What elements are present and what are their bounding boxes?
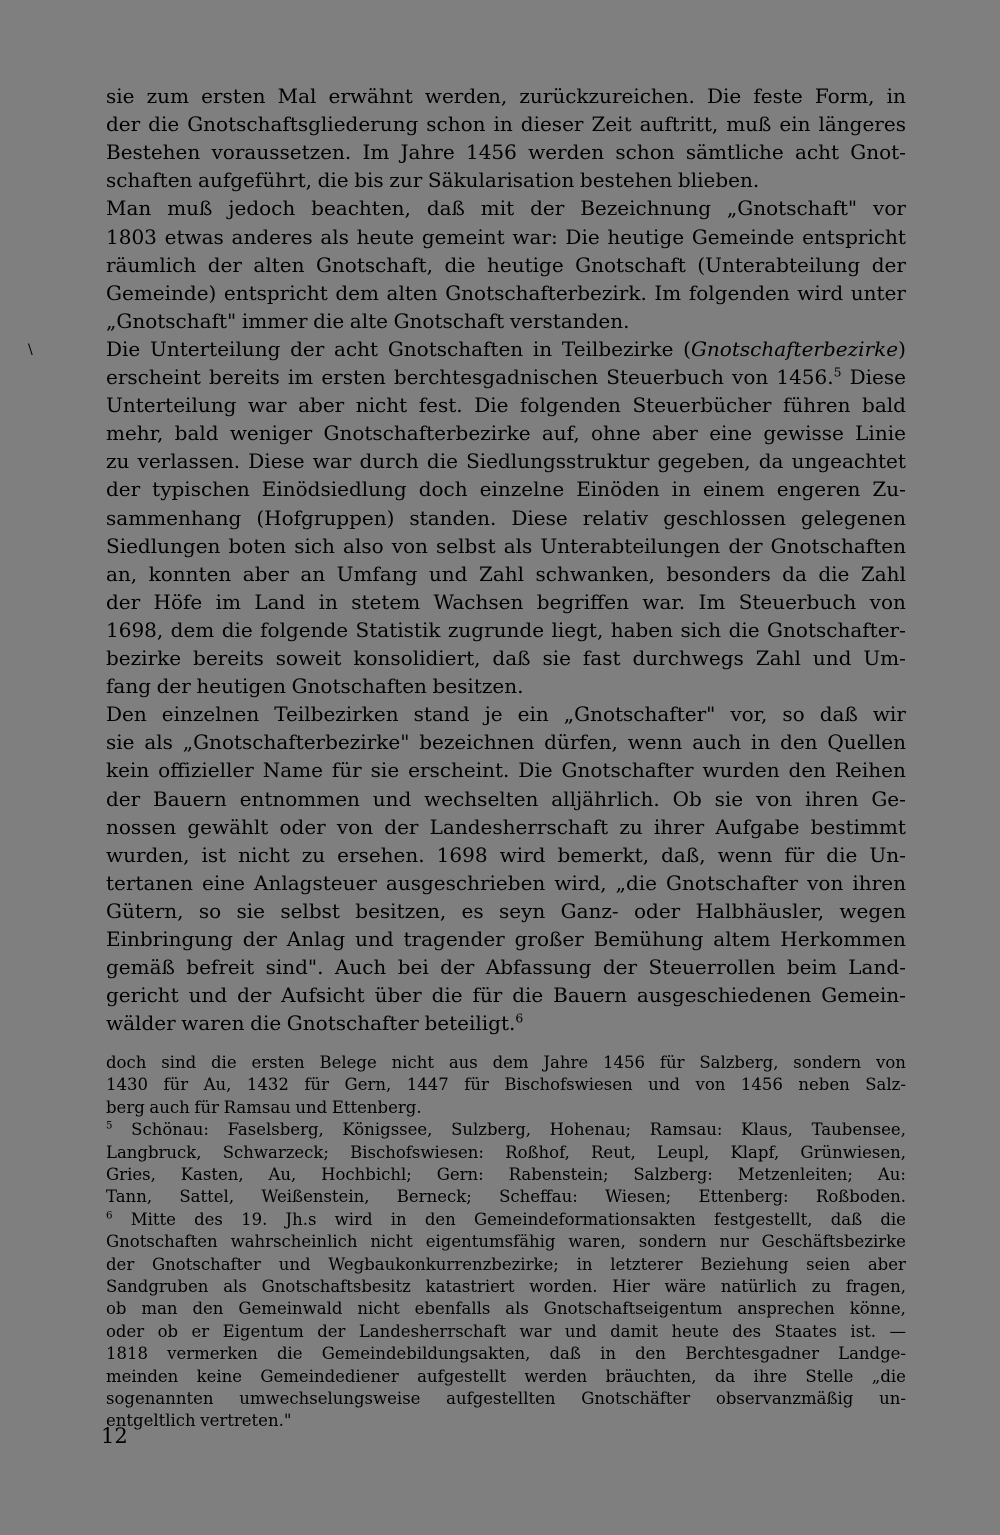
footnote-line: entgeltlich vertreten." bbox=[106, 1411, 292, 1431]
body-line: 1803 etwas anderes als heute gemeint war: Die heutige Gemeinde entspricht bbox=[106, 224, 906, 249]
footnote-line: der Gnotschafter und Wegbaukonkurrenzbezirke; in letzterer Beziehung seien aber bbox=[106, 1254, 906, 1274]
body-line: der die Gnotschaftsgliederung schon in dieser Zeit auftritt, muß ein längeres bbox=[106, 112, 906, 137]
footnote-line: berg auch für Ramsau und Ettenberg. bbox=[106, 1097, 422, 1117]
body-line: Siedlungen boten sich also von selbst als Unterabteilungen der Gnotschaften bbox=[106, 533, 906, 558]
footnote-line: ob man den Gemeinwald nicht ebenfalls als Gnotschaftseigentum ansprechen könne, bbox=[106, 1299, 906, 1319]
body-line: gericht und der Aufsicht über die für die Bauern ausgeschiedenen Gemein- bbox=[106, 983, 906, 1008]
footnote-line: oder ob er Eigentum der Landesherrschaft war und damit heute des Staates ist. — bbox=[106, 1321, 906, 1341]
footnote-line: Gries, Kasten, Au, Hochbichl; Gern: Rabenstein; Salzberg: Metzenleiten; Au: bbox=[106, 1165, 906, 1184]
page-number: 12 bbox=[101, 1424, 128, 1448]
body-line: bezirke bereits soweit konsolidiert, daß sie fast durchwegs Zahl und Um- bbox=[106, 646, 906, 670]
body-line: sie als „Gnotschafterbezirke" bezeichnen dürfen, wenn auch in den Quellen bbox=[106, 730, 906, 755]
footnote-line: 1430 für Au, 1432 für Gern, 1447 für Bischofswiesen und von 1456 neben Salz- bbox=[106, 1075, 906, 1095]
body-line: an, konnten aber an Umfang und Zahl schwanken, besonders da die Zahl bbox=[106, 561, 906, 586]
body-line: schaften aufgeführt, die bis zur Säkularisation bestehen blieben. bbox=[106, 168, 760, 193]
body-line: sammenhang (Hofgruppen) standen. Diese relativ geschlossen gelegenen bbox=[106, 505, 906, 530]
footnote-line: Langbruck, Schwarzeck; Bischofswiesen: Roßhof, Reut, Leupl, Klapf, Grünwiesen, bbox=[106, 1142, 906, 1162]
body-line: sie zum ersten Mal erwähnt werden, zurückzureichen. Die feste Form, in bbox=[106, 84, 906, 108]
footnote-line: doch sind die ersten Belege nicht aus dem Jahre 1456 für Salzberg, sondern von bbox=[106, 1053, 906, 1072]
body-line: der typischen Einödsiedlung doch einzelne Einöden in einem engeren Zu- bbox=[106, 477, 906, 502]
body-line: Einbringung der Anlag und tragender großer Bemühung altem Herkommen bbox=[106, 927, 906, 951]
body-line: 1698, dem die folgende Statistik zugrunde liegt, haben sich die Gnotschafter- bbox=[106, 617, 906, 642]
body-line: Unterteilung war aber nicht fest. Die folgenden Steuerbücher führen bald bbox=[106, 393, 906, 418]
body-line: wälder waren die Gnotschafter beteiligt.$^6$ bbox=[106, 1010, 524, 1036]
body-line: räumlich der alten Gnotschaft, die heutige Gnotschaft (Unterabteilung der bbox=[106, 252, 906, 277]
footnote-line: 1818 vermerken die Gemeindebildungsakten, daß in den Berchtesgadner Landge- bbox=[106, 1344, 906, 1364]
body-line: erscheint bereits im ersten berchtesgadnischen Steuerbuch von 1456.$^5$ Diese bbox=[106, 364, 906, 389]
body-line: der Bauern entnommen und wechselten alljährlich. Ob sie von ihren Ge- bbox=[106, 786, 906, 811]
footnote-line: $^6$ Mitte des 19. Jh.s wird in den Gemeindeformationsakten festgestellt, daß die bbox=[106, 1209, 906, 1229]
margin-mark: \ bbox=[28, 342, 33, 358]
body-line: wurden, ist nicht zu ersehen. 1698 wird bemerkt, daß, wenn für die Un- bbox=[106, 842, 906, 867]
footnote-line: Sandgruben als Gnotschaftsbesitz katastriert worden. Hier wäre natürlich zu fragen, bbox=[106, 1277, 906, 1296]
body-line: Gütern, so sie selbst besitzen, es seyn Ganz- oder Halbhäusler, wegen bbox=[106, 898, 906, 923]
footnote-line: Tann, Sattel, Weißenstein, Berneck; Scheffau: Wiesen; Ettenberg: Roßboden. bbox=[106, 1187, 906, 1207]
body-line: Bestehen voraussetzen. Im Jahre 1456 werden schon sämtliche acht Gnot- bbox=[106, 140, 906, 165]
body-line: Man muß jedoch beachten, daß mit der Bezeichnung „Gnotschaft" vor bbox=[106, 196, 906, 221]
body-line: mehr, bald weniger Gnotschafterbezirke auf, ohne aber eine gewisse Linie bbox=[106, 421, 906, 446]
footnote-line: meinden keine Gemeindediener aufgestellt werden bräuchten, da ihre Stelle „die bbox=[106, 1366, 906, 1386]
footnote-line: sogenannten umwechselungsweise aufgestellten Gnotschäfter observanzmäßig un- bbox=[106, 1389, 906, 1408]
body-line: „Gnotschaft" immer die alte Gnotschaft verstanden. bbox=[106, 308, 630, 333]
body-line: gemäß befreit sind". Auch bei der Abfassung der Steuerrollen beim Land- bbox=[106, 955, 906, 980]
body-line: nossen gewählt oder von der Landesherrschaft zu ihrer Aufgabe bestimmt bbox=[106, 814, 906, 839]
body-line: kein offizieller Name für sie erscheint. Die Gnotschafter wurden den Reihen bbox=[106, 758, 906, 783]
body-line: fang der heutigen Gnotschaften besitzen. bbox=[106, 674, 524, 699]
footnote-line: Gnotschaften wahrscheinlich nicht eigentumsfähig waren, sondern nur Geschäftsbezirke bbox=[106, 1232, 906, 1252]
body-line: Den einzelnen Teilbezirken stand je ein „Gnotschafter" vor, so daß wir bbox=[106, 702, 906, 727]
body-line: zu verlassen. Diese war durch die Siedlungsstruktur gegeben, da ungeachtet bbox=[106, 449, 906, 474]
body-line: Gemeinde) entspricht dem alten Gnotschafterbezirk. Im folgenden wird unter bbox=[106, 280, 906, 305]
body-line: Die Unterteilung der acht Gnotschaften in Teilbezirke (Gnotschafterbezirke) bbox=[106, 336, 906, 361]
body-line: tertanen eine Anlagsteuer ausgeschrieben wird, „die Gnotschafter von ihren bbox=[106, 870, 906, 895]
body-line: der Höfe im Land in stetem Wachsen begriffen war. Im Steuerbuch von bbox=[106, 589, 906, 614]
footnote-line: $^5$ Schönau: Faselsberg, Königssee, Sulzberg, Hohenau; Ramsau: Klaus, Taubensee, bbox=[106, 1120, 906, 1140]
